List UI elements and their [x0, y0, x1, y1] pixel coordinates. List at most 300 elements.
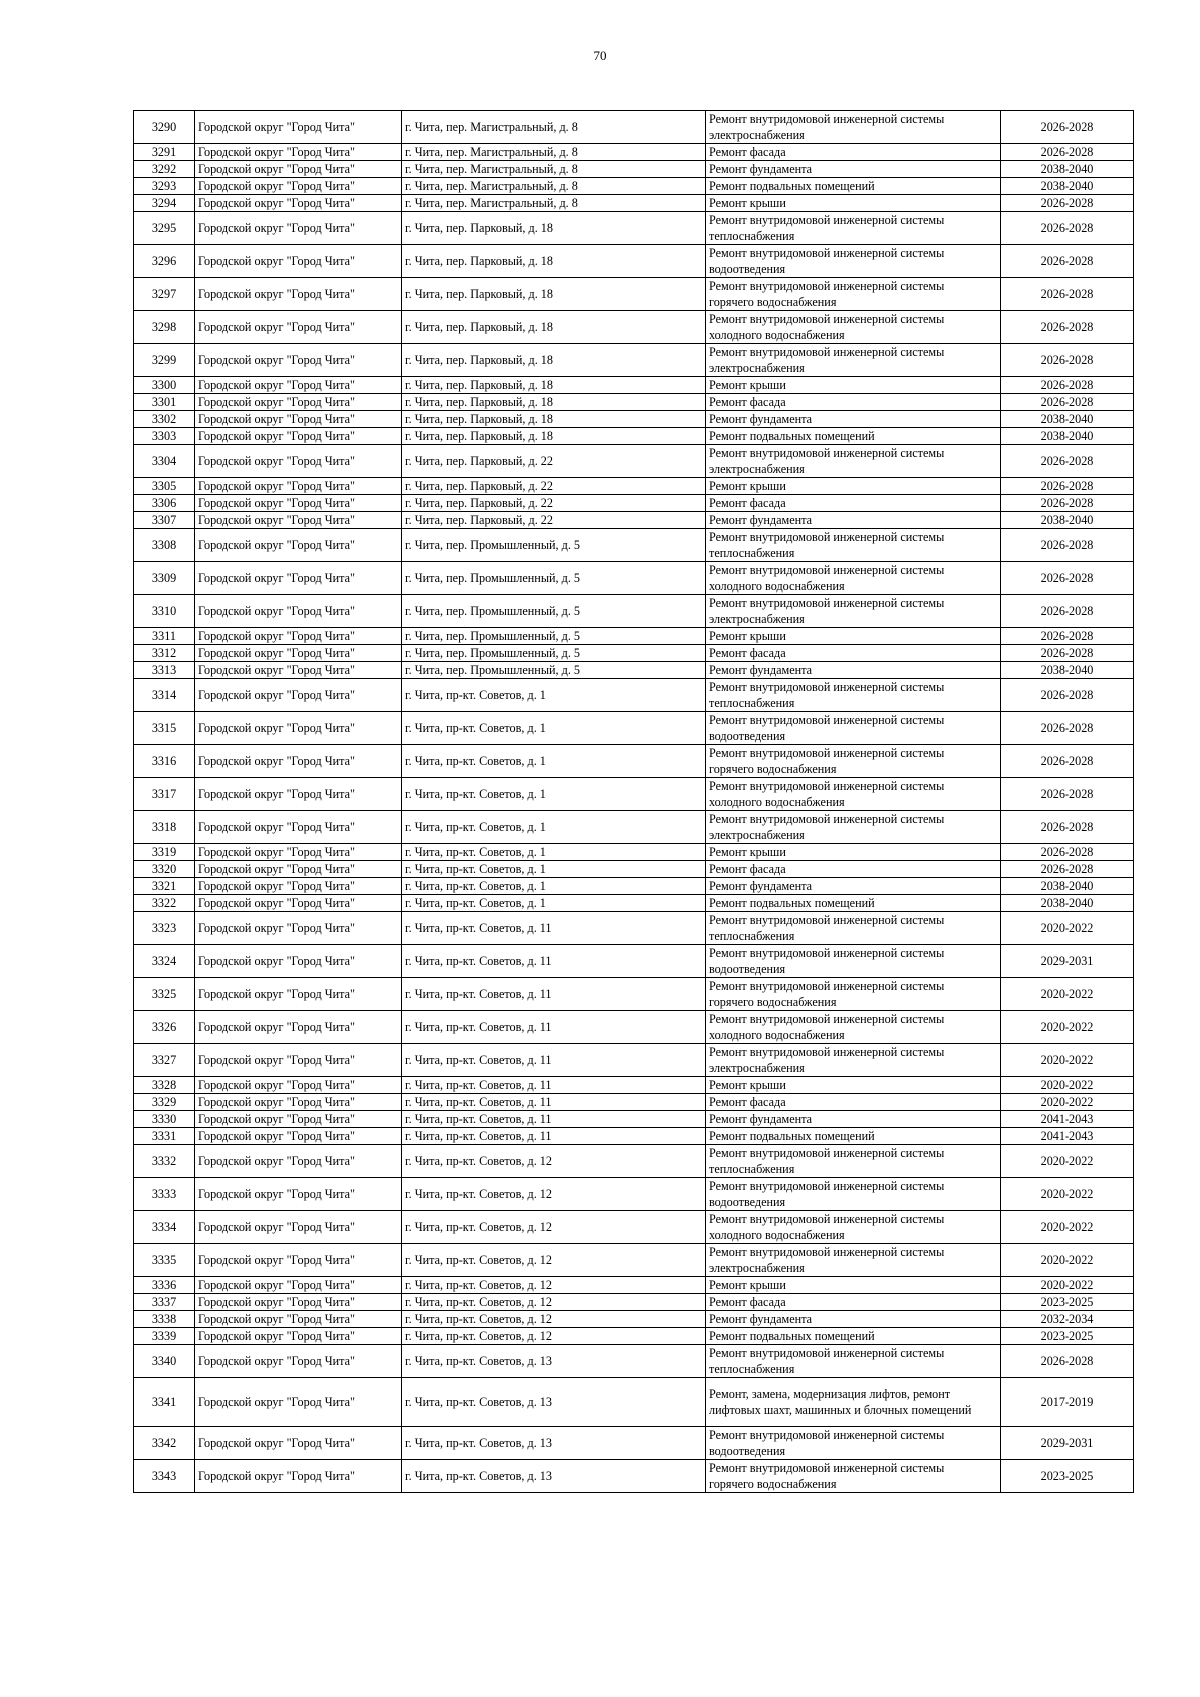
work-type-line: Ремонт внутридомовой инженерной системы [709, 246, 945, 260]
work-type-cell [706, 645, 1001, 662]
work-type-cell [706, 1094, 1001, 1111]
row-number-cell: 3334 [134, 1211, 195, 1244]
work-type-line: горячего водоснабжения [709, 1477, 837, 1491]
municipality-cell: Городской округ "Город Чита" [195, 1077, 402, 1094]
municipality-cell: Городской округ "Город Чита" [195, 111, 402, 144]
table-row [134, 529, 1134, 562]
address-cell: г. Чита, пр-кт. Советов, д. 11 [402, 912, 706, 945]
table-row [134, 1178, 1134, 1211]
municipality-cell: Городской округ "Город Чита" [195, 778, 402, 811]
table-row [134, 1077, 1134, 1094]
period-cell: 2026-2028 [1001, 245, 1134, 278]
row-number-cell: 3317 [134, 778, 195, 811]
address-cell: г. Чита, пер. Магистральный, д. 8 [402, 195, 706, 212]
municipality-cell: Городской округ "Город Чита" [195, 445, 402, 478]
row-number-cell: 3324 [134, 945, 195, 978]
work-type-cell [706, 411, 1001, 428]
row-number-cell: 3328 [134, 1077, 195, 1094]
work-type-line: Ремонт внутридомовой инженерной системы [709, 530, 945, 544]
municipality-cell: Городской округ "Город Чита" [195, 595, 402, 628]
row-number-cell: 3315 [134, 712, 195, 745]
address-cell: г. Чита, пер. Промышленный, д. 5 [402, 562, 706, 595]
municipality-cell: Городской округ "Город Чита" [195, 212, 402, 245]
work-type-line: Ремонт фундамента [709, 412, 813, 426]
work-type-line: Ремонт внутридомовой инженерной системы [709, 312, 945, 326]
work-type-line: Ремонт фундамента [709, 1112, 813, 1126]
period-cell: 2038-2040 [1001, 895, 1134, 912]
address-cell: г. Чита, пр-кт. Советов, д. 11 [402, 1128, 706, 1145]
address-cell: г. Чита, пер. Парковый, д. 18 [402, 394, 706, 411]
municipality-cell: Городской округ "Город Чита" [195, 195, 402, 212]
work-type-cell [706, 212, 1001, 245]
period-cell: 2026-2028 [1001, 811, 1134, 844]
table-row [134, 595, 1134, 628]
table-row [134, 895, 1134, 912]
work-type-line: Ремонт фундамента [709, 513, 813, 527]
row-number-cell: 3343 [134, 1460, 195, 1493]
row-number-cell: 3308 [134, 529, 195, 562]
row-number-cell: 3301 [134, 394, 195, 411]
row-number-cell: 3325 [134, 978, 195, 1011]
municipality-cell: Городской округ "Город Чита" [195, 1345, 402, 1378]
work-type-cell [706, 245, 1001, 278]
table-row [134, 445, 1134, 478]
work-type-line: электроснабжения [709, 462, 805, 476]
work-type-line: Ремонт внутридомовой инженерной системы [709, 946, 945, 960]
work-type-line: Ремонт фасада [709, 496, 786, 510]
municipality-cell: Городской округ "Город Чита" [195, 344, 402, 377]
work-type-line: водоотведения [709, 729, 786, 743]
table-row [134, 1294, 1134, 1311]
address-cell: г. Чита, пер. Парковый, д. 22 [402, 495, 706, 512]
table-row [134, 111, 1134, 144]
municipality-cell: Городской округ "Город Чита" [195, 394, 402, 411]
address-cell: г. Чита, пер. Парковый, д. 22 [402, 512, 706, 529]
municipality-cell: Городской округ "Город Чита" [195, 411, 402, 428]
row-number-cell: 3321 [134, 878, 195, 895]
work-type-cell [706, 178, 1001, 195]
address-cell: г. Чита, пр-кт. Советов, д. 1 [402, 844, 706, 861]
table-row [134, 1011, 1134, 1044]
work-type-line: Ремонт внутридомовой инженерной системы [709, 913, 945, 927]
work-type-line: Ремонт внутридомовой инженерной системы [709, 1179, 945, 1193]
work-type-line: Ремонт фасада [709, 145, 786, 159]
work-type-line: Ремонт фундамента [709, 879, 813, 893]
row-number-cell: 3342 [134, 1427, 195, 1460]
table-row [134, 1277, 1134, 1294]
table-row [134, 311, 1134, 344]
table-row [134, 662, 1134, 679]
address-cell: г. Чита, пер. Парковый, д. 18 [402, 311, 706, 344]
work-type-line: теплоснабжения [709, 1162, 795, 1176]
work-type-cell [706, 1244, 1001, 1277]
row-number-cell: 3335 [134, 1244, 195, 1277]
work-type-line: теплоснабжения [709, 1362, 795, 1376]
table-row [134, 1111, 1134, 1128]
municipality-cell: Городской округ "Город Чита" [195, 844, 402, 861]
period-cell: 2038-2040 [1001, 662, 1134, 679]
row-number-cell: 3320 [134, 861, 195, 878]
municipality-cell: Городской округ "Город Чита" [195, 529, 402, 562]
municipality-cell: Городской округ "Город Чита" [195, 1311, 402, 1328]
work-type-line: Ремонт крыши [709, 378, 786, 392]
municipality-cell: Городской округ "Город Чита" [195, 628, 402, 645]
municipality-cell: Городской округ "Город Чита" [195, 144, 402, 161]
table-row [134, 844, 1134, 861]
work-type-line: холодного водоснабжения [709, 1228, 845, 1242]
table-row [134, 1311, 1134, 1328]
table-row [134, 1244, 1134, 1277]
municipality-cell: Городской округ "Город Чита" [195, 311, 402, 344]
period-cell: 2026-2028 [1001, 278, 1134, 311]
work-type-cell [706, 529, 1001, 562]
municipality-cell: Городской округ "Город Чита" [195, 1145, 402, 1178]
work-type-line: Ремонт фундамента [709, 1312, 813, 1326]
period-cell: 2026-2028 [1001, 478, 1134, 495]
row-number-cell: 3329 [134, 1094, 195, 1111]
work-type-cell [706, 1128, 1001, 1145]
work-type-cell [706, 562, 1001, 595]
address-cell: г. Чита, пр-кт. Советов, д. 11 [402, 1011, 706, 1044]
period-cell: 2026-2028 [1001, 111, 1134, 144]
period-cell: 2026-2028 [1001, 628, 1134, 645]
address-cell: г. Чита, пр-кт. Советов, д. 12 [402, 1178, 706, 1211]
address-cell: г. Чита, пер. Магистральный, д. 8 [402, 111, 706, 144]
period-cell: 2038-2040 [1001, 428, 1134, 445]
table-row [134, 1094, 1134, 1111]
address-cell: г. Чита, пер. Промышленный, д. 5 [402, 662, 706, 679]
work-type-cell [706, 679, 1001, 712]
period-cell: 2020-2022 [1001, 978, 1134, 1011]
work-type-cell [706, 161, 1001, 178]
period-cell: 2017-2019 [1001, 1378, 1134, 1427]
table-row [134, 945, 1134, 978]
row-number-cell: 3302 [134, 411, 195, 428]
row-number-cell: 3323 [134, 912, 195, 945]
address-cell: г. Чита, пер. Парковый, д. 22 [402, 445, 706, 478]
municipality-cell: Городской округ "Город Чита" [195, 1328, 402, 1345]
period-cell: 2026-2028 [1001, 645, 1134, 662]
work-type-cell [706, 1145, 1001, 1178]
work-type-line: Ремонт внутридомовой инженерной системы [709, 812, 945, 826]
table-row [134, 478, 1134, 495]
work-type-cell [706, 377, 1001, 394]
address-cell: г. Чита, пр-кт. Советов, д. 13 [402, 1345, 706, 1378]
table-row [134, 745, 1134, 778]
municipality-cell: Городской округ "Город Чита" [195, 161, 402, 178]
table-row [134, 1345, 1134, 1378]
work-type-line: Ремонт подвальных помещений [709, 1129, 875, 1143]
municipality-cell: Городской округ "Город Чита" [195, 978, 402, 1011]
table-row [134, 645, 1134, 662]
table-row [134, 778, 1134, 811]
table-row [134, 1378, 1134, 1427]
period-cell: 2026-2028 [1001, 778, 1134, 811]
work-type-line: электроснабжения [709, 128, 805, 142]
municipality-cell: Городской округ "Город Чита" [195, 745, 402, 778]
address-cell: г. Чита, пер. Магистральный, д. 8 [402, 161, 706, 178]
row-number-cell: 3305 [134, 478, 195, 495]
address-cell: г. Чита, пр-кт. Советов, д. 12 [402, 1211, 706, 1244]
municipality-cell: Городской округ "Город Чита" [195, 278, 402, 311]
work-type-cell [706, 712, 1001, 745]
work-type-cell [706, 1328, 1001, 1345]
table-row [134, 161, 1134, 178]
work-type-line: Ремонт подвальных помещений [709, 896, 875, 910]
work-type-cell [706, 195, 1001, 212]
work-type-line: Ремонт фасада [709, 862, 786, 876]
period-cell: 2038-2040 [1001, 411, 1134, 428]
work-type-cell [706, 1460, 1001, 1493]
work-type-cell [706, 344, 1001, 377]
work-type-line: Ремонт внутридомовой инженерной системы [709, 596, 945, 610]
period-cell: 2026-2028 [1001, 394, 1134, 411]
row-number-cell: 3326 [134, 1011, 195, 1044]
work-type-cell [706, 912, 1001, 945]
row-number-cell: 3318 [134, 811, 195, 844]
period-cell: 2026-2028 [1001, 195, 1134, 212]
period-cell: 2026-2028 [1001, 344, 1134, 377]
work-type-cell [706, 278, 1001, 311]
table-row [134, 1460, 1134, 1493]
address-cell: г. Чита, пр-кт. Советов, д. 11 [402, 978, 706, 1011]
work-type-line: Ремонт крыши [709, 1278, 786, 1292]
work-type-cell [706, 495, 1001, 512]
period-cell: 2041-2043 [1001, 1111, 1134, 1128]
repair-schedule-table [133, 110, 1134, 1493]
address-cell: г. Чита, пр-кт. Советов, д. 12 [402, 1311, 706, 1328]
work-type-cell [706, 311, 1001, 344]
period-cell: 2029-2031 [1001, 1427, 1134, 1460]
table-row [134, 712, 1134, 745]
address-cell: г. Чита, пер. Магистральный, д. 8 [402, 144, 706, 161]
table-row [134, 878, 1134, 895]
work-type-line: Ремонт фасада [709, 395, 786, 409]
table-row [134, 912, 1134, 945]
row-number-cell: 3307 [134, 512, 195, 529]
work-type-cell [706, 628, 1001, 645]
work-type-line: электроснабжения [709, 1261, 805, 1275]
work-type-line: Ремонт крыши [709, 196, 786, 210]
work-type-line: электроснабжения [709, 612, 805, 626]
address-cell: г. Чита, пер. Промышленный, д. 5 [402, 529, 706, 562]
table-row [134, 512, 1134, 529]
work-type-line: Ремонт внутридомовой инженерной системы [709, 1045, 945, 1059]
work-type-line: электроснабжения [709, 828, 805, 842]
period-cell: 2026-2028 [1001, 144, 1134, 161]
work-type-line: водоотведения [709, 1195, 786, 1209]
period-cell: 2020-2022 [1001, 1094, 1134, 1111]
work-type-line: водоотведения [709, 262, 786, 276]
work-type-cell [706, 1311, 1001, 1328]
row-number-cell: 3330 [134, 1111, 195, 1128]
municipality-cell: Городской округ "Город Чита" [195, 1460, 402, 1493]
work-type-line: лифтовых шахт, машинных и блочных помещений [709, 1403, 972, 1417]
work-type-line: Ремонт внутридомовой инженерной системы [709, 713, 945, 727]
row-number-cell: 3339 [134, 1328, 195, 1345]
work-type-line: Ремонт внутридомовой инженерной системы [709, 112, 945, 126]
table-row [134, 394, 1134, 411]
municipality-cell: Городской округ "Город Чита" [195, 1378, 402, 1427]
work-type-line: Ремонт внутридомовой инженерной системы [709, 1461, 945, 1475]
table-row [134, 344, 1134, 377]
municipality-cell: Городской округ "Город Чита" [195, 478, 402, 495]
work-type-cell [706, 778, 1001, 811]
address-cell: г. Чита, пер. Парковый, д. 22 [402, 478, 706, 495]
row-number-cell: 3338 [134, 1311, 195, 1328]
address-cell: г. Чита, пер. Парковый, д. 18 [402, 428, 706, 445]
work-type-line: Ремонт внутридомовой инженерной системы [709, 279, 945, 293]
municipality-cell: Городской округ "Город Чита" [195, 1011, 402, 1044]
address-cell: г. Чита, пр-кт. Советов, д. 13 [402, 1378, 706, 1427]
work-type-cell [706, 478, 1001, 495]
table-row [134, 411, 1134, 428]
municipality-cell: Городской округ "Город Чита" [195, 1111, 402, 1128]
work-type-line: Ремонт крыши [709, 479, 786, 493]
work-type-cell [706, 512, 1001, 529]
table-row [134, 811, 1134, 844]
work-type-cell [706, 745, 1001, 778]
work-type-line: Ремонт внутридомовой инженерной системы [709, 345, 945, 359]
work-type-line: Ремонт фундамента [709, 162, 813, 176]
table-row [134, 428, 1134, 445]
address-cell: г. Чита, пер. Парковый, д. 18 [402, 278, 706, 311]
work-type-line: горячего водоснабжения [709, 295, 837, 309]
period-cell: 2026-2028 [1001, 861, 1134, 878]
address-cell: г. Чита, пр-кт. Советов, д. 12 [402, 1328, 706, 1345]
address-cell: г. Чита, пр-кт. Советов, д. 11 [402, 1044, 706, 1077]
table-row [134, 628, 1134, 645]
period-cell: 2023-2025 [1001, 1294, 1134, 1311]
table-row [134, 278, 1134, 311]
work-type-cell [706, 1427, 1001, 1460]
work-type-cell [706, 111, 1001, 144]
work-type-cell [706, 394, 1001, 411]
table-row [134, 1328, 1134, 1345]
work-type-line: Ремонт крыши [709, 845, 786, 859]
row-number-cell: 3298 [134, 311, 195, 344]
work-type-line: Ремонт внутридомовой инженерной системы [709, 746, 945, 760]
work-type-line: Ремонт крыши [709, 1078, 786, 1092]
period-cell: 2020-2022 [1001, 912, 1134, 945]
municipality-cell: Городской округ "Город Чита" [195, 1294, 402, 1311]
row-number-cell: 3322 [134, 895, 195, 912]
row-number-cell: 3316 [134, 745, 195, 778]
table-row [134, 978, 1134, 1011]
table-row [134, 377, 1134, 394]
work-type-line: Ремонт внутридомовой инженерной системы [709, 1346, 945, 1360]
work-type-line: Ремонт внутридомовой инженерной системы [709, 213, 945, 227]
address-cell: г. Чита, пр-кт. Советов, д. 11 [402, 1111, 706, 1128]
work-type-cell [706, 144, 1001, 161]
municipality-cell: Городской округ "Город Чита" [195, 645, 402, 662]
municipality-cell: Городской округ "Город Чита" [195, 1427, 402, 1460]
table-row [134, 1211, 1134, 1244]
period-cell: 2020-2022 [1001, 1145, 1134, 1178]
municipality-cell: Городской округ "Город Чита" [195, 912, 402, 945]
municipality-cell: Городской округ "Город Чита" [195, 495, 402, 512]
row-number-cell: 3314 [134, 679, 195, 712]
period-cell: 2020-2022 [1001, 1211, 1134, 1244]
work-type-cell [706, 595, 1001, 628]
work-type-line: Ремонт подвальных помещений [709, 179, 875, 193]
table-row [134, 144, 1134, 161]
row-number-cell: 3333 [134, 1178, 195, 1211]
municipality-cell: Городской округ "Город Чита" [195, 895, 402, 912]
address-cell: г. Чита, пр-кт. Советов, д. 1 [402, 811, 706, 844]
address-cell: г. Чита, пр-кт. Советов, д. 13 [402, 1427, 706, 1460]
period-cell: 2026-2028 [1001, 844, 1134, 861]
period-cell: 2026-2028 [1001, 712, 1134, 745]
work-type-cell [706, 1011, 1001, 1044]
row-number-cell: 3336 [134, 1277, 195, 1294]
work-type-cell [706, 1277, 1001, 1294]
row-number-cell: 3310 [134, 595, 195, 628]
work-type-line: Ремонт подвальных помещений [709, 429, 875, 443]
table-row [134, 1044, 1134, 1077]
address-cell: г. Чита, пр-кт. Советов, д. 12 [402, 1277, 706, 1294]
address-cell: г. Чита, пр-кт. Советов, д. 1 [402, 895, 706, 912]
address-cell: г. Чита, пер. Магистральный, д. 8 [402, 178, 706, 195]
work-type-line: Ремонт внутридомовой инженерной системы [709, 1146, 945, 1160]
row-number-cell: 3331 [134, 1128, 195, 1145]
work-type-cell [706, 445, 1001, 478]
municipality-cell: Городской округ "Город Чита" [195, 428, 402, 445]
row-number-cell: 3340 [134, 1345, 195, 1378]
work-type-line: холодного водоснабжения [709, 795, 845, 809]
municipality-cell: Городской округ "Город Чита" [195, 377, 402, 394]
work-type-cell [706, 878, 1001, 895]
municipality-cell: Городской округ "Город Чита" [195, 1044, 402, 1077]
table-row [134, 1128, 1134, 1145]
work-type-line: Ремонт фундамента [709, 663, 813, 677]
work-type-line: теплоснабжения [709, 229, 795, 243]
municipality-cell: Городской округ "Город Чита" [195, 679, 402, 712]
period-cell: 2026-2028 [1001, 212, 1134, 245]
table-row [134, 861, 1134, 878]
work-type-line: Ремонт внутридомовой инженерной системы [709, 1212, 945, 1226]
work-type-line: электроснабжения [709, 1061, 805, 1075]
period-cell: 2020-2022 [1001, 1277, 1134, 1294]
municipality-cell: Городской округ "Город Чита" [195, 178, 402, 195]
work-type-line: водоотведения [709, 962, 786, 976]
row-number-cell: 3299 [134, 344, 195, 377]
period-cell: 2023-2025 [1001, 1460, 1134, 1493]
period-cell: 2026-2028 [1001, 529, 1134, 562]
table-row [134, 679, 1134, 712]
municipality-cell: Городской округ "Город Чита" [195, 1277, 402, 1294]
municipality-cell: Городской округ "Город Чита" [195, 1094, 402, 1111]
table-row [134, 562, 1134, 595]
row-number-cell: 3292 [134, 161, 195, 178]
row-number-cell: 3311 [134, 628, 195, 645]
work-type-line: Ремонт фасада [709, 1295, 786, 1309]
work-type-line: Ремонт внутридомовой инженерной системы [709, 979, 945, 993]
work-type-cell [706, 1294, 1001, 1311]
row-number-cell: 3306 [134, 495, 195, 512]
work-type-line: Ремонт крыши [709, 629, 786, 643]
work-type-line: Ремонт внутридомовой инженерной системы [709, 680, 945, 694]
table-row [134, 195, 1134, 212]
work-type-cell [706, 662, 1001, 679]
municipality-cell: Городской округ "Город Чита" [195, 945, 402, 978]
row-number-cell: 3319 [134, 844, 195, 861]
period-cell: 2020-2022 [1001, 1044, 1134, 1077]
period-cell: 2026-2028 [1001, 562, 1134, 595]
municipality-cell: Городской округ "Город Чита" [195, 1211, 402, 1244]
address-cell: г. Чита, пр-кт. Советов, д. 11 [402, 1094, 706, 1111]
work-type-line: Ремонт внутридомовой инженерной системы [709, 563, 945, 577]
